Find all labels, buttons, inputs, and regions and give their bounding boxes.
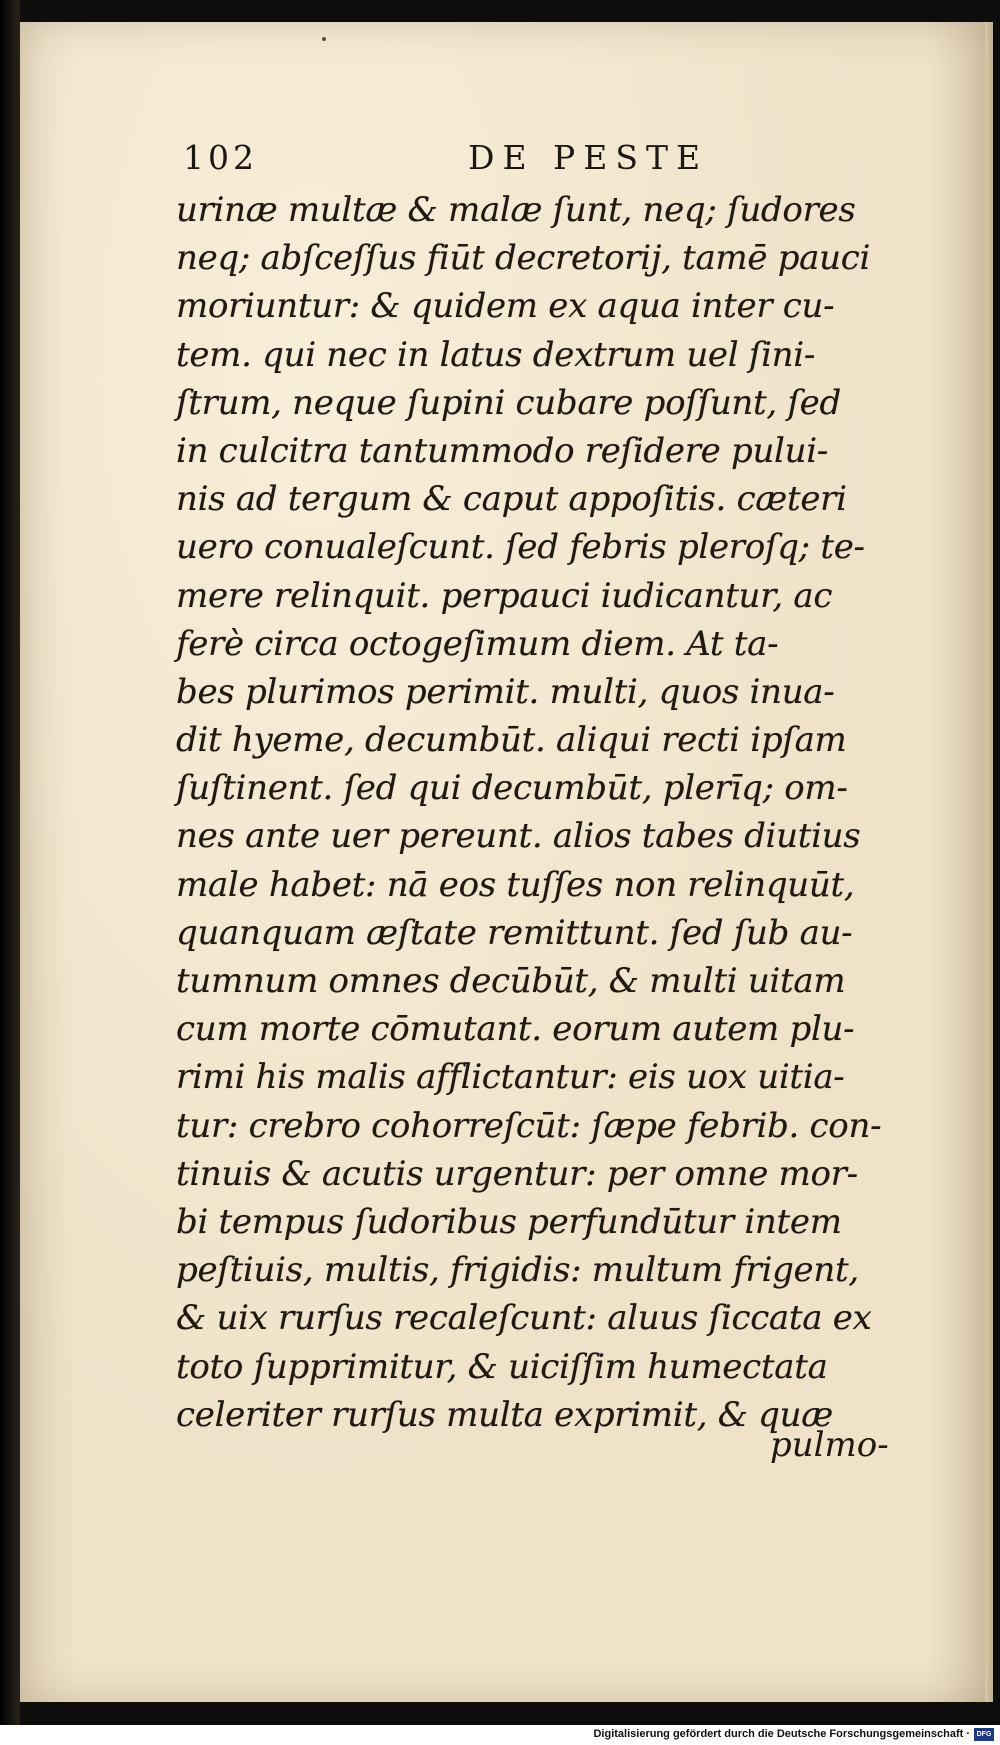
text-line: neq; abſceſſus fiūt decretorij, tamē pauci	[176, 238, 871, 279]
text-line: in culcitra tantummodo reſidere pului-	[176, 430, 828, 471]
text-line: bi tempus ſudoribus perfundūtur intem	[176, 1201, 842, 1242]
text-line: uero conualeſcunt. ſed febris pleroſq; te-	[176, 527, 865, 568]
text-line: bes plurimos perimit. multi, quos inua-	[176, 671, 835, 712]
text-line: & uix rurſus recaleſcunt: aluus ſiccata ex	[176, 1298, 872, 1339]
page-number: 102	[183, 138, 258, 177]
text-line: urinæ multæ & malæ ſunt, neq; ſudores	[176, 190, 856, 230]
page-header	[183, 138, 903, 182]
text-line: ſuſtinent. ſed qui decumbūt, plerīq; om-	[176, 768, 848, 809]
text-line: quanquam æſtate remittunt. ſed ſub au-	[176, 912, 853, 953]
text-line: tem. qui nec in latus dextrum uel ſini-	[176, 334, 816, 375]
footer-credit: Digitalisierung gefördert durch die Deutsche Forschungsgemeinschaft ·	[593, 1728, 970, 1740]
text-line: tinuis & acutis urgentur: per omne mor-	[176, 1153, 858, 1194]
text-line: dit hyeme, decumbūt. aliqui recti ipſam	[176, 720, 847, 761]
binding-shadow	[0, 0, 20, 1745]
text-line: peſtiuis, multis, frigidis: multum frigent,	[176, 1250, 859, 1291]
text-line: ferè circa octogeſimum diem. At ta-	[176, 623, 779, 664]
text-line: cum morte cōmutant. eorum autem plu-	[176, 1009, 855, 1050]
text-line: moriuntur: & quidem ex aqua inter cu-	[176, 286, 835, 327]
text-line: nes ante uer pereunt. alios tabes diutius	[176, 816, 861, 857]
text-line: mere relinquit. perpauci iudicantur, ac	[176, 575, 833, 616]
text-line: male habet: nā eos tuſſes non relinquūt,	[176, 864, 855, 905]
text-line: tur: crebro cohorreſcūt: ſæpe febrib. con-	[176, 1105, 882, 1146]
page-edge	[985, 22, 993, 1702]
digitization-footer	[0, 1725, 1000, 1745]
catchword: pulmo-	[770, 1425, 889, 1465]
text-line: celeriter rurſus multa exprimit, & quæ	[176, 1394, 833, 1435]
text-line: tumnum omnes decūbūt, & multi uitam	[176, 961, 846, 1001]
paper-speck	[322, 37, 326, 41]
body-text	[176, 186, 936, 1439]
dfg-logo-icon: DFG	[974, 1728, 994, 1741]
text-line: nis ad tergum & caput appoſitis. cæteri	[176, 479, 847, 520]
text-line: toto ſupprimitur, & uiciſſim humectata	[176, 1346, 828, 1387]
running-head: DE PESTE	[468, 138, 709, 177]
text-line: ſtrum, neque ſupini cubare poſſunt, ſed	[176, 382, 841, 423]
text-line: rimi his malis afflictantur: eis uox uitia-	[176, 1057, 845, 1098]
